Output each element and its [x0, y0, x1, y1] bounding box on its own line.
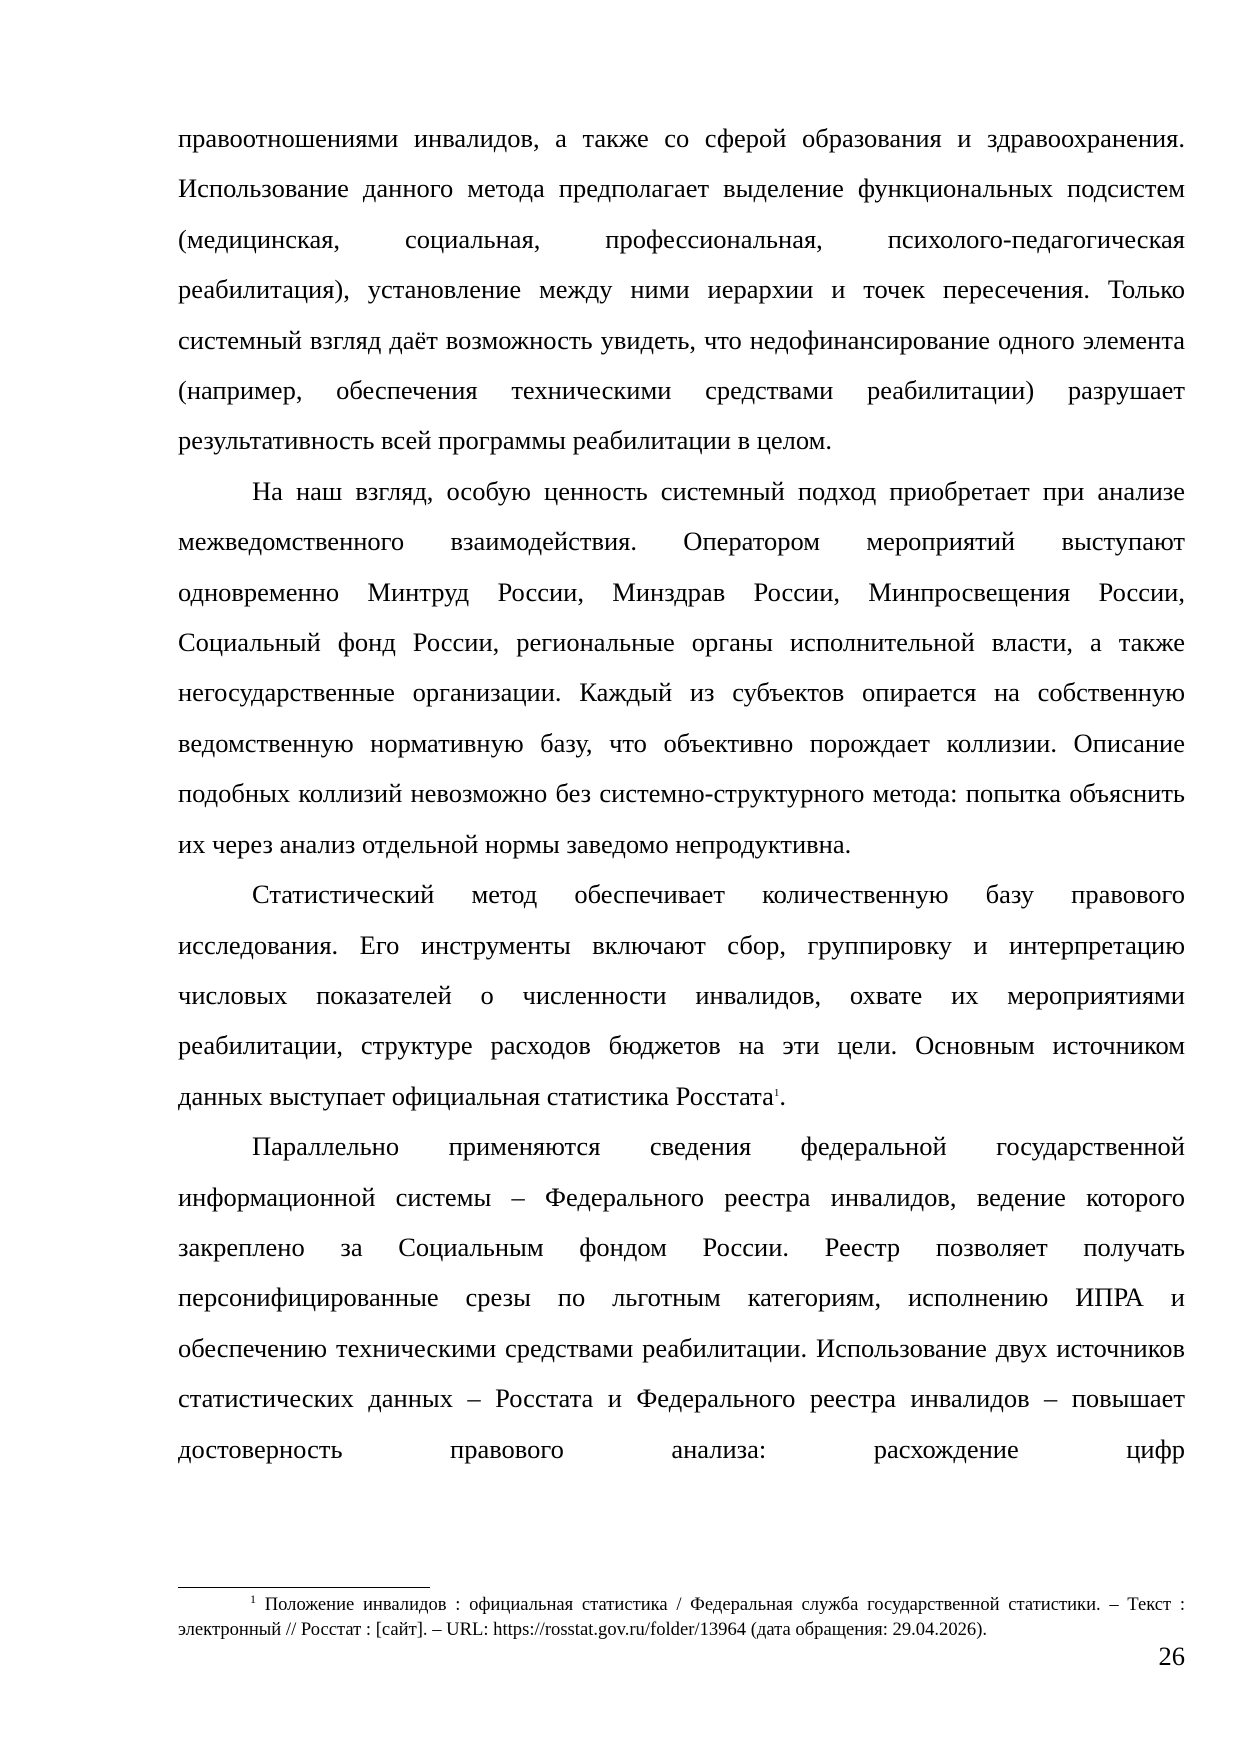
- footnote: [178, 1592, 1185, 1642]
- paragraph-text: На наш взгляд, особую ценность системный подход приобретает при анализе межведомственного взаимодействия. Оператором мероприятий выступают одновременно Минтруд России, Минздрав России, Минпросвещения России, Социальный фонд России, региональные органы исполнительной власти, а также негосударственные организации. Каждый из субъектов опирается на собственную ведомственную нормативную базу, что объективно порождает коллизии. Описание подобных коллизий невозможно без системно-структурного метода: попытка объяснить их через анализ отдельной нормы заведомо непродуктивна.: [178, 475, 1185, 859]
- footnote-reference[interactable]: 1: [773, 1086, 780, 1099]
- paragraph-text-end: .: [779, 1080, 786, 1111]
- paragraph-2: [178, 466, 1185, 869]
- body-text: [178, 113, 1185, 1474]
- paragraph-text: Параллельно применяются сведения федеральной государственной информационной системы – Федерального реестра инвалидов, ведение которого закреплено за Социальным фондом России. Реестр позволяет получать персонифицированные срезы по льготным категориям, исполнению ИПРА и обеспечению техническими средствами реабилитации. Использование двух источников статистических данных – Росстата и Федерального реестра инвалидов – повышает достоверность правового анализа: расхождение цифр: [178, 1131, 1185, 1464]
- footnote-text: Положение инвалидов : официальная статистика / Федеральная служба государственной статистики. – Текст : электронный // Росстат : [сайт]. – URL: https://rosstat.gov.ru/folder/13964 (дата обращения: 29.04.2026).: [178, 1594, 1186, 1640]
- paragraph-text: правоотношениями инвалидов, а также со сферой образования и здравоохранения. Использование данного метода предполагает выделение функциональных подсистем (медицинская, социальная, профессиональная, психолого-педагогическая реабилитация), установление между ними иерархии и точек пересечения. Только системный взгляд даёт возможность увидеть, что недофинансирование одного элемента (например, обеспечения техническими средствами реабилитации) разрушает результативность всей программы реабилитации в целом.: [178, 123, 1185, 456]
- paragraph-3: [178, 869, 1185, 1121]
- paragraph-4: [178, 1121, 1185, 1474]
- paragraph-text: Статистический метод обеспечивает количественную базу правового исследования. Его инструменты включают сбор, группировку и интерпретацию числовых показателей о численности инвалидов, охвате их мероприятиями реабилитации, структуре расходов бюджетов на эти цели. Основным источником данных выступает официальная статистика Росстата: [178, 879, 1185, 1111]
- footnote-number: 1: [250, 1592, 256, 1606]
- page-number: 26: [1158, 1641, 1185, 1671]
- footnote-separator: [178, 1587, 430, 1588]
- paragraph-1: [178, 113, 1185, 466]
